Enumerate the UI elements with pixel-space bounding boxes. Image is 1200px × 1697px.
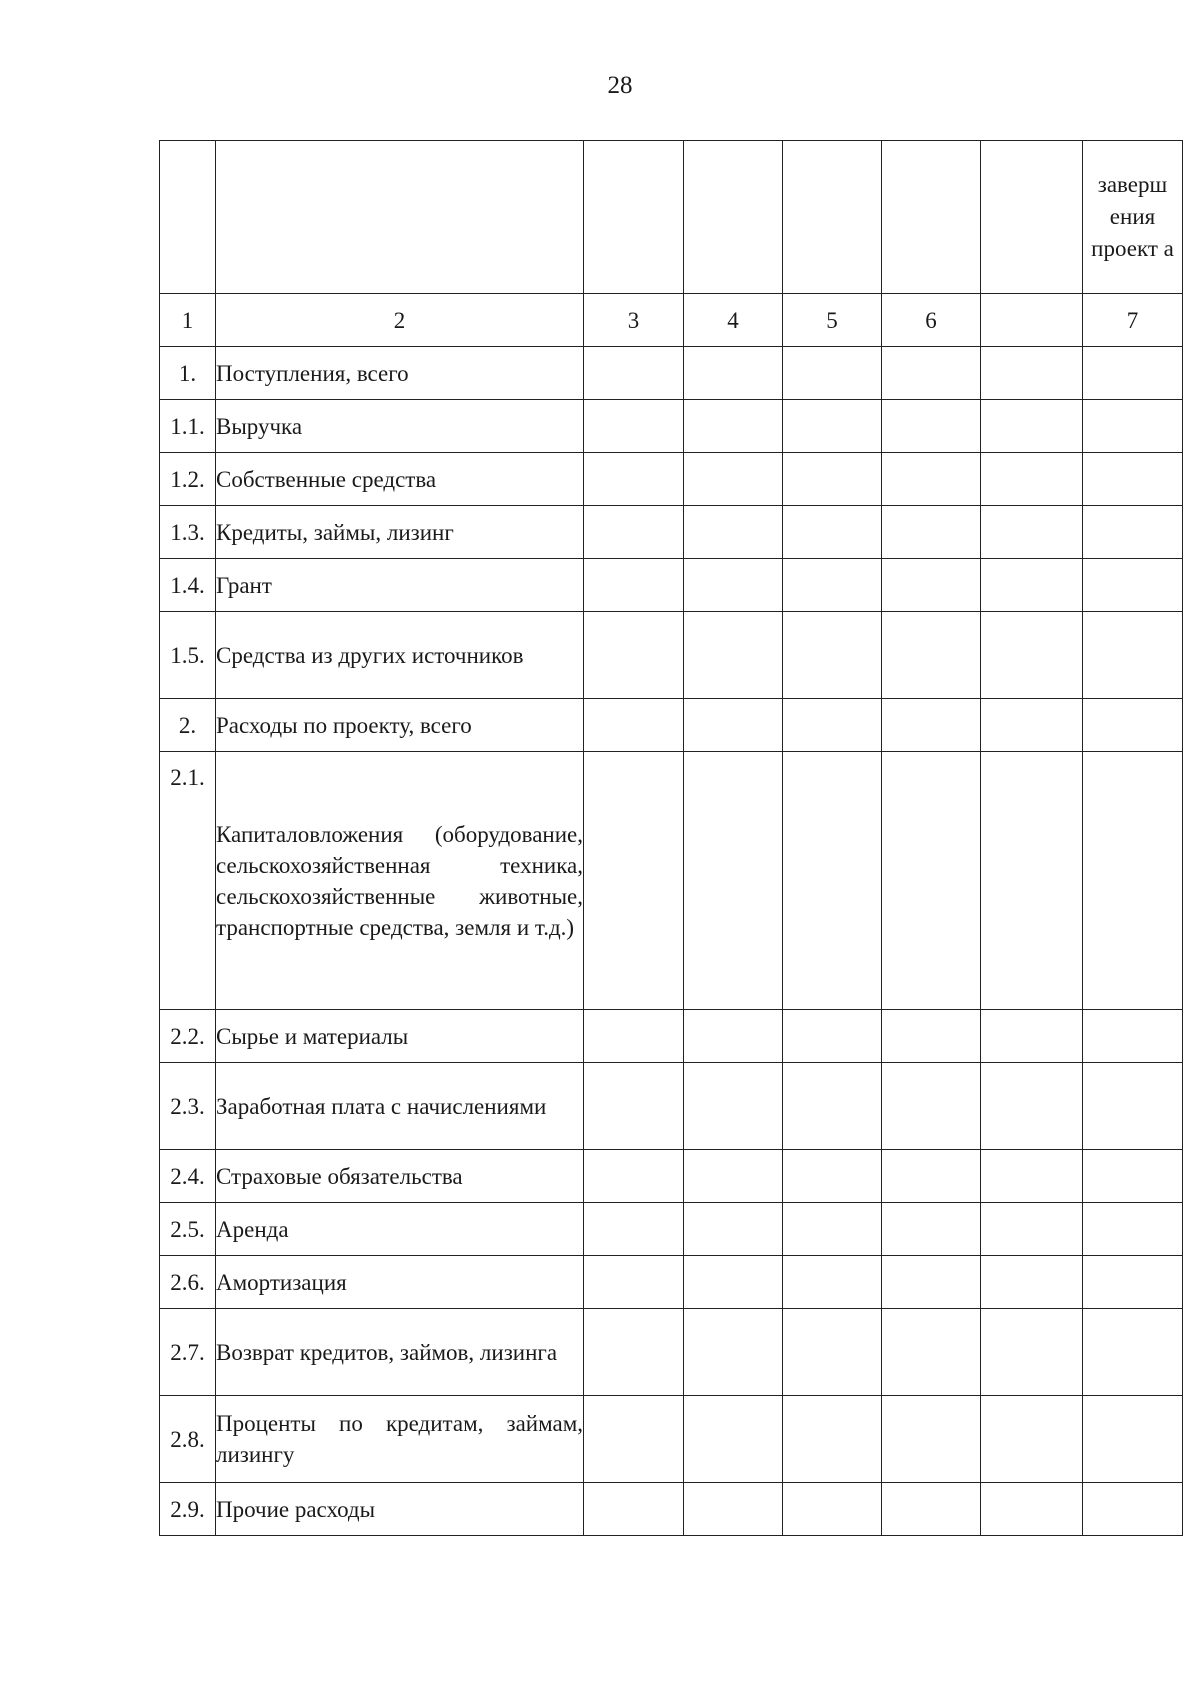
value-cell	[981, 1150, 1083, 1203]
value-cell	[783, 1150, 882, 1203]
row-label: Проценты по кредитам, займам, лизингу	[216, 1396, 584, 1483]
row-label: Грант	[216, 559, 584, 612]
row-label: Капиталовложения (оборудование, сельскохозяйственная техника, сельскохозяйственные животные, транспортные средства, земля и т.д.)	[216, 752, 584, 1010]
row-number: 1.1.	[160, 400, 216, 453]
value-cell	[882, 1309, 981, 1396]
value-cell	[981, 506, 1083, 559]
value-cell	[684, 506, 783, 559]
header-cell	[160, 141, 216, 294]
budget-table	[159, 140, 1183, 1536]
value-cell	[783, 453, 882, 506]
row-number: 2.1.	[160, 752, 216, 1010]
value-cell	[882, 1203, 981, 1256]
value-cell	[981, 1203, 1083, 1256]
value-cell	[1083, 612, 1183, 699]
row-number: 2.7.	[160, 1309, 216, 1396]
value-cell	[882, 559, 981, 612]
row-label: Кредиты, займы, лизинг	[216, 506, 584, 559]
value-cell	[882, 1256, 981, 1309]
value-cell	[1083, 1483, 1183, 1536]
table-row	[160, 1150, 1183, 1203]
row-label: Прочие расходы	[216, 1483, 584, 1536]
value-cell	[584, 752, 684, 1010]
value-cell	[684, 1396, 783, 1483]
value-cell	[684, 1309, 783, 1396]
value-cell	[882, 347, 981, 400]
value-cell	[783, 347, 882, 400]
value-cell	[1083, 1309, 1183, 1396]
value-cell	[882, 400, 981, 453]
column-number: 5	[783, 294, 882, 347]
column-number: 7	[1083, 294, 1183, 347]
table-row	[160, 1309, 1183, 1396]
value-cell	[584, 1256, 684, 1309]
value-cell	[1083, 1203, 1183, 1256]
row-label: Заработная плата с начислениями	[216, 1063, 584, 1150]
header-cell	[584, 141, 684, 294]
value-cell	[684, 1483, 783, 1536]
table-row	[160, 400, 1183, 453]
value-cell	[882, 1483, 981, 1536]
value-cell	[1083, 506, 1183, 559]
row-label: Средства из других источников	[216, 612, 584, 699]
value-cell	[1083, 400, 1183, 453]
value-cell	[981, 699, 1083, 752]
value-cell	[981, 612, 1083, 699]
value-cell	[981, 1396, 1083, 1483]
header-project-completion: заверш ения проект а	[1083, 141, 1183, 294]
column-number: 4	[684, 294, 783, 347]
value-cell	[584, 1063, 684, 1150]
row-label: Поступления, всего	[216, 347, 584, 400]
column-number: 1	[160, 294, 216, 347]
value-cell	[981, 347, 1083, 400]
row-number: 2.8.	[160, 1396, 216, 1483]
header-cell	[981, 141, 1083, 294]
value-cell	[981, 1256, 1083, 1309]
value-cell	[882, 1150, 981, 1203]
value-cell	[882, 612, 981, 699]
value-cell	[981, 1010, 1083, 1063]
page-number: 28	[607, 72, 633, 99]
value-cell	[1083, 1256, 1183, 1309]
value-cell	[584, 453, 684, 506]
value-cell	[584, 1203, 684, 1256]
value-cell	[783, 699, 882, 752]
header-cell	[216, 141, 584, 294]
value-cell	[1083, 1010, 1183, 1063]
value-cell	[684, 1063, 783, 1150]
value-cell	[1083, 453, 1183, 506]
value-cell	[684, 1010, 783, 1063]
table-row	[160, 1483, 1183, 1536]
row-number: 2.5.	[160, 1203, 216, 1256]
header-cell	[882, 141, 981, 294]
table-row	[160, 1010, 1183, 1063]
row-number: 1.5.	[160, 612, 216, 699]
value-cell	[584, 400, 684, 453]
table-row	[160, 752, 1183, 1010]
table-row	[160, 506, 1183, 559]
row-label: Выручка	[216, 400, 584, 453]
value-cell	[584, 1483, 684, 1536]
value-cell	[584, 612, 684, 699]
value-cell	[1083, 699, 1183, 752]
row-number: 2.9.	[160, 1483, 216, 1536]
value-cell	[684, 612, 783, 699]
value-cell	[981, 400, 1083, 453]
value-cell	[981, 1063, 1083, 1150]
value-cell	[882, 699, 981, 752]
value-cell	[1083, 752, 1183, 1010]
column-number: 2	[216, 294, 584, 347]
row-label: Возврат кредитов, займов, лизинга	[216, 1309, 584, 1396]
table-row	[160, 1063, 1183, 1150]
value-cell	[882, 1396, 981, 1483]
row-label: Собственные средства	[216, 453, 584, 506]
value-cell	[1083, 1396, 1183, 1483]
value-cell	[584, 1309, 684, 1396]
value-cell	[684, 1150, 783, 1203]
row-number: 2.3.	[160, 1063, 216, 1150]
column-number: 3	[584, 294, 684, 347]
value-cell	[584, 1150, 684, 1203]
value-cell	[783, 1396, 882, 1483]
table-row	[160, 453, 1183, 506]
value-cell	[783, 612, 882, 699]
value-cell	[1083, 1150, 1183, 1203]
value-cell	[684, 699, 783, 752]
table-row	[160, 699, 1183, 752]
value-cell	[783, 1203, 882, 1256]
value-cell	[882, 453, 981, 506]
value-cell	[882, 506, 981, 559]
row-number: 2.	[160, 699, 216, 752]
row-label: Аренда	[216, 1203, 584, 1256]
table-row	[160, 347, 1183, 400]
value-cell	[882, 1063, 981, 1150]
value-cell	[981, 752, 1083, 1010]
value-cell	[981, 559, 1083, 612]
value-cell	[981, 453, 1083, 506]
value-cell	[684, 1256, 783, 1309]
value-cell	[783, 506, 882, 559]
value-cell	[1083, 1063, 1183, 1150]
value-cell	[783, 400, 882, 453]
value-cell	[783, 1309, 882, 1396]
row-label: Сырье и материалы	[216, 1010, 584, 1063]
value-cell	[1083, 559, 1183, 612]
value-cell	[684, 347, 783, 400]
row-number: 2.4.	[160, 1150, 216, 1203]
row-number: 2.2.	[160, 1010, 216, 1063]
header-cell	[783, 141, 882, 294]
value-cell	[684, 559, 783, 612]
value-cell	[783, 559, 882, 612]
value-cell	[783, 752, 882, 1010]
row-number: 1.2.	[160, 453, 216, 506]
value-cell	[684, 752, 783, 1010]
row-label: Расходы по проекту, всего	[216, 699, 584, 752]
value-cell	[684, 1203, 783, 1256]
row-label: Страховые обязательства	[216, 1150, 584, 1203]
column-number: 6	[882, 294, 981, 347]
value-cell	[584, 559, 684, 612]
value-cell	[684, 453, 783, 506]
value-cell	[584, 1396, 684, 1483]
value-cell	[882, 1010, 981, 1063]
header-cell	[684, 141, 783, 294]
column-number	[981, 294, 1083, 347]
row-label: Амортизация	[216, 1256, 584, 1309]
column-numbers-row	[160, 294, 1183, 347]
header-row	[160, 141, 1183, 294]
value-cell	[1083, 347, 1183, 400]
row-number: 2.6.	[160, 1256, 216, 1309]
row-number: 1.3.	[160, 506, 216, 559]
table-row	[160, 1203, 1183, 1256]
value-cell	[684, 400, 783, 453]
table-row	[160, 1396, 1183, 1483]
value-cell	[882, 752, 981, 1010]
table-row	[160, 1256, 1183, 1309]
row-number: 1.4.	[160, 559, 216, 612]
value-cell	[584, 506, 684, 559]
table-row	[160, 559, 1183, 612]
value-cell	[584, 1010, 684, 1063]
value-cell	[783, 1256, 882, 1309]
table-row	[160, 612, 1183, 699]
value-cell	[981, 1309, 1083, 1396]
value-cell	[783, 1483, 882, 1536]
value-cell	[584, 347, 684, 400]
value-cell	[783, 1010, 882, 1063]
value-cell	[584, 699, 684, 752]
value-cell	[783, 1063, 882, 1150]
row-number: 1.	[160, 347, 216, 400]
value-cell	[981, 1483, 1083, 1536]
